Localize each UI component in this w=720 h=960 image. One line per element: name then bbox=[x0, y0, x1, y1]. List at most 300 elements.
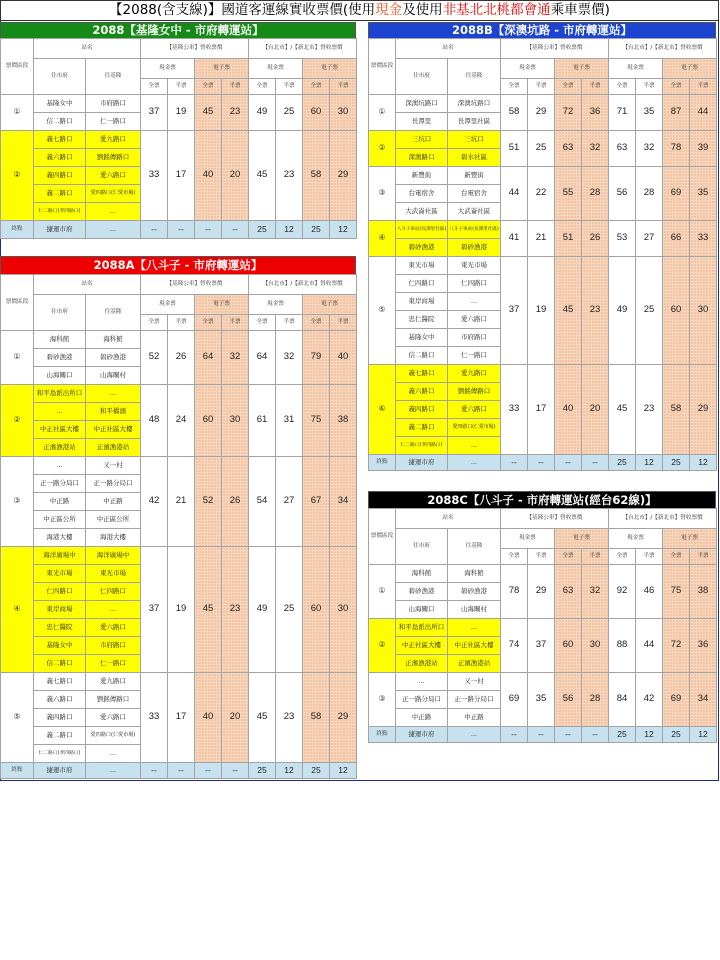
terminal-fare-value: 12 bbox=[690, 727, 717, 743]
stop-to-keelung: ... bbox=[86, 745, 141, 763]
fare-value: 42 bbox=[141, 457, 168, 547]
station-row bbox=[369, 221, 717, 239]
route-title-bar: 2088A【八斗子 - 市府轉運站】 bbox=[0, 256, 356, 274]
fare-value: 19 bbox=[168, 95, 195, 131]
stop-to-keelung: 碧砂漁港 bbox=[448, 583, 501, 601]
stop-to-keelung: 山海關村 bbox=[86, 367, 141, 385]
stop-to-keelung: 中正社區大樓 bbox=[86, 421, 141, 439]
stop-to-city-hall: 深澳路口 bbox=[396, 149, 448, 167]
stop-to-city-hall: 義四路口 bbox=[34, 709, 86, 727]
terminal-fare-value: -- bbox=[141, 763, 168, 779]
stop-to-keelung: 愛四路口(仁愛市場) bbox=[448, 419, 501, 437]
stop-to-keelung: ... bbox=[86, 203, 141, 221]
stop-to-city-hall: 忠仁醫院 bbox=[396, 311, 448, 329]
stop-to-keelung: 劉銘傳路口 bbox=[86, 691, 141, 709]
taipei-fare-header: 【台北市】/【新北市】營收票價 bbox=[609, 509, 717, 529]
fare-zone-label: ⑤ bbox=[369, 257, 396, 365]
stop-to-keelung: 大武崙社區 bbox=[448, 203, 501, 221]
fare-value: 69 bbox=[663, 673, 690, 727]
fare-zone-label: ② bbox=[1, 385, 34, 457]
full-fare-header: 全票 bbox=[141, 79, 168, 95]
fare-value: 54 bbox=[249, 457, 276, 547]
fare-value: 35 bbox=[636, 95, 663, 131]
route-title-bar: 2088C【八斗子 - 市府轉運站(經台62線)】 bbox=[368, 491, 716, 508]
fare-value: 21 bbox=[528, 221, 555, 257]
station-row bbox=[1, 457, 357, 475]
stop-to-city-hall: ... bbox=[34, 403, 86, 421]
fare-value: 46 bbox=[636, 565, 663, 619]
stop-to-keelung: 長潭里社區 bbox=[448, 113, 501, 131]
full-fare-header: 全票 bbox=[195, 315, 222, 331]
stop-to-city-hall: 義六路口 bbox=[396, 383, 448, 401]
direction-back-header: 往基隆 bbox=[86, 59, 141, 95]
fare-grid bbox=[368, 38, 717, 471]
fare-zone-label: ① bbox=[1, 331, 34, 385]
fare-value: 26 bbox=[168, 331, 195, 385]
stop-to-city-hall: 八斗子車站(長潭里社區) bbox=[396, 221, 448, 239]
fare-value: 74 bbox=[501, 619, 528, 673]
fare-value: 69 bbox=[663, 167, 690, 221]
stop-to-keelung: 市府路口 bbox=[448, 329, 501, 347]
stop-to-keelung: 仁四路口 bbox=[86, 583, 141, 601]
stop-to-keelung: 愛六路口 bbox=[86, 709, 141, 727]
stop-to-city-hall: ... bbox=[34, 457, 86, 475]
cash-fare-type-header: 現金票 bbox=[141, 59, 195, 79]
stop-to-city-hall: 基隆女中 bbox=[34, 95, 86, 113]
fare-value: 33 bbox=[141, 131, 168, 221]
stop-to-keelung: 劉銘傳路口 bbox=[86, 149, 141, 167]
fare-value: 40 bbox=[195, 673, 222, 763]
stop-to-keelung: 仁一路口 bbox=[86, 113, 141, 131]
fare-value: 29 bbox=[330, 673, 357, 763]
fare-grid-body bbox=[369, 509, 717, 743]
terminal-fare-value: -- bbox=[195, 763, 222, 779]
ecard-fare-type-header: 電子票 bbox=[555, 529, 609, 549]
stop-to-keelung: 山海關村 bbox=[448, 601, 501, 619]
fare-zone-label: ④ bbox=[1, 547, 34, 673]
half-fare-header: 半票 bbox=[528, 79, 555, 95]
station-row bbox=[1, 547, 357, 565]
fare-table-2088b bbox=[368, 22, 716, 471]
fare-value: 17 bbox=[528, 365, 555, 455]
stop-to-keelung: 正濱漁港站 bbox=[86, 439, 141, 457]
terminal-fare-value: 25 bbox=[663, 727, 690, 743]
full-fare-header: 全票 bbox=[249, 79, 276, 95]
station-header: 站名 bbox=[396, 509, 501, 529]
fare-value: 64 bbox=[249, 331, 276, 385]
fare-value: 58 bbox=[303, 131, 330, 221]
half-fare-header: 半票 bbox=[636, 79, 663, 95]
fare-value: 28 bbox=[582, 673, 609, 727]
zone-header: 票價區段 bbox=[1, 275, 34, 331]
terminal-stop: 捷運市府 bbox=[34, 763, 86, 779]
fare-zone-label: ③ bbox=[369, 167, 396, 221]
stop-to-keelung: 愛九路口 bbox=[86, 673, 141, 691]
fare-value: 87 bbox=[663, 95, 690, 131]
fare-value: 27 bbox=[636, 221, 663, 257]
stop-to-city-hall: 台電宿舍 bbox=[396, 185, 448, 203]
fare-value: 35 bbox=[690, 167, 717, 221]
fare-grid bbox=[0, 38, 357, 239]
terminal-fare-value: -- bbox=[555, 727, 582, 743]
taipei-fare-header: 【台北市】/【新北市】營收票價 bbox=[249, 39, 357, 59]
cash-fare-type-header: 現金票 bbox=[141, 295, 195, 315]
ecard-fare-type-header: 電子票 bbox=[663, 59, 717, 79]
half-fare-header: 半票 bbox=[330, 79, 357, 95]
station-row bbox=[369, 257, 717, 275]
fare-value: 31 bbox=[276, 385, 303, 457]
fare-value: 32 bbox=[636, 131, 663, 167]
fare-value: 42 bbox=[636, 673, 663, 727]
half-fare-header: 半票 bbox=[690, 79, 717, 95]
fare-zone-label: ② bbox=[1, 131, 34, 221]
fare-value: 23 bbox=[222, 547, 249, 673]
stop-to-keelung: ... bbox=[448, 619, 501, 637]
stop-to-keelung: 正一路分局口 bbox=[86, 475, 141, 493]
ecard-fare-type-header: 電子票 bbox=[195, 59, 249, 79]
stop-to-city-hall: 東岸商場 bbox=[396, 293, 448, 311]
fare-value: 32 bbox=[276, 331, 303, 385]
terminal-row bbox=[369, 727, 717, 743]
fare-value: 28 bbox=[582, 167, 609, 221]
fare-value: 40 bbox=[555, 365, 582, 455]
terminal-fare-value: -- bbox=[582, 455, 609, 471]
stop-to-city-hall: 新豐街 bbox=[396, 167, 448, 185]
fare-value: 29 bbox=[528, 565, 555, 619]
cash-fare-type-header: 現金票 bbox=[501, 529, 555, 549]
fare-value: 17 bbox=[168, 673, 195, 763]
terminal-fare-value: 12 bbox=[690, 455, 717, 471]
half-fare-header: 半票 bbox=[222, 315, 249, 331]
stop-to-keelung: 海港大樓 bbox=[86, 529, 141, 547]
terminal-fare-value: -- bbox=[528, 727, 555, 743]
stop-to-city-hall: 和平島派出所口 bbox=[396, 619, 448, 637]
ecard-fare-type-header: 電子票 bbox=[303, 59, 357, 79]
terminal-fare-value: -- bbox=[168, 763, 195, 779]
terminal-stop-return: ... bbox=[448, 455, 501, 471]
fare-value: 36 bbox=[690, 619, 717, 673]
stop-to-city-hall: 中正路 bbox=[34, 493, 86, 511]
stop-to-city-hall: 義七路口 bbox=[396, 365, 448, 383]
stop-to-city-hall: 深澳坑路口 bbox=[396, 95, 448, 113]
stop-to-city-hall: 仁二路口(孝四路口) bbox=[396, 437, 448, 455]
stop-to-city-hall: 仁四路口 bbox=[34, 583, 86, 601]
fare-value: 22 bbox=[528, 167, 555, 221]
half-fare-header: 半票 bbox=[168, 315, 195, 331]
fare-value: 38 bbox=[690, 565, 717, 619]
stop-to-city-hall: 正一路分局口 bbox=[34, 475, 86, 493]
fare-value: 60 bbox=[303, 547, 330, 673]
cash-fare-type-header: 現金票 bbox=[501, 59, 555, 79]
stop-to-keelung: 海洋廣場中 bbox=[86, 547, 141, 565]
stop-to-city-hall: 仁四路口 bbox=[396, 275, 448, 293]
fare-grid-body bbox=[1, 39, 357, 239]
station-row bbox=[369, 95, 717, 113]
ecard-fare-type-header: 電子票 bbox=[195, 295, 249, 315]
stop-to-city-hall: 義四路口 bbox=[34, 167, 86, 185]
fare-zone-label: ⑤ bbox=[1, 673, 34, 763]
fare-value: 40 bbox=[195, 131, 222, 221]
fare-value: 23 bbox=[582, 257, 609, 365]
stop-to-city-hall: 山海關口 bbox=[34, 367, 86, 385]
stop-to-city-hall: 大武崙社區 bbox=[396, 203, 448, 221]
station-row bbox=[1, 95, 357, 113]
title-text-middle: 及使用 bbox=[402, 2, 443, 18]
station-header: 站名 bbox=[34, 275, 141, 295]
terminal-label: 終點 bbox=[369, 727, 396, 743]
stop-to-keelung: 愛六路口 bbox=[86, 619, 141, 637]
fare-value: 66 bbox=[663, 221, 690, 257]
fare-value: 63 bbox=[555, 131, 582, 167]
half-fare-header: 半票 bbox=[276, 79, 303, 95]
stop-to-keelung: 東光市場 bbox=[86, 565, 141, 583]
ecard-fare-type-header: 電子票 bbox=[663, 529, 717, 549]
zone-header: 票價區段 bbox=[369, 39, 396, 95]
half-fare-header: 半票 bbox=[528, 549, 555, 565]
fare-grid-body bbox=[1, 275, 357, 779]
fare-value: 19 bbox=[168, 547, 195, 673]
fare-value: 75 bbox=[303, 385, 330, 457]
fare-value: 45 bbox=[609, 365, 636, 455]
stop-to-keelung: 東光市場 bbox=[448, 257, 501, 275]
full-fare-header: 全票 bbox=[609, 549, 636, 565]
fare-value: 34 bbox=[330, 457, 357, 547]
keelung-fare-header: 【基隆公車】營收票價 bbox=[501, 39, 609, 59]
stop-to-city-hall: 三坑口 bbox=[396, 131, 448, 149]
stop-to-keelung: 中正社區大樓 bbox=[448, 637, 501, 655]
terminal-fare-value: 25 bbox=[609, 727, 636, 743]
keelung-fare-header: 【基隆公車】營收票價 bbox=[501, 509, 609, 529]
stop-to-keelung: 海科館 bbox=[86, 331, 141, 349]
stop-to-keelung: ... bbox=[86, 385, 141, 403]
fare-value: 69 bbox=[501, 673, 528, 727]
cash-fare-type-header: 現金票 bbox=[249, 295, 303, 315]
fare-value: 63 bbox=[555, 565, 582, 619]
fare-value: 58 bbox=[501, 95, 528, 131]
direction-to-header: 往市府 bbox=[396, 529, 448, 565]
direction-back-header: 往基隆 bbox=[448, 529, 501, 565]
stop-to-city-hall: 海洋廣場中 bbox=[34, 547, 86, 565]
fare-value: 17 bbox=[168, 131, 195, 221]
station-row bbox=[369, 167, 717, 185]
stop-to-city-hall: 正一路分局口 bbox=[396, 691, 448, 709]
fare-value: 35 bbox=[528, 673, 555, 727]
terminal-fare-value: -- bbox=[501, 727, 528, 743]
fare-value: 52 bbox=[141, 331, 168, 385]
fare-table-2088a bbox=[0, 256, 356, 779]
full-fare-header: 全票 bbox=[663, 549, 690, 565]
stop-to-city-hall: 義七路口 bbox=[34, 131, 86, 149]
stop-to-keelung: 仁一路口 bbox=[448, 347, 501, 365]
fare-value: 79 bbox=[303, 331, 330, 385]
fare-value: 63 bbox=[609, 131, 636, 167]
full-fare-header: 全票 bbox=[663, 79, 690, 95]
station-row bbox=[369, 131, 717, 149]
stop-to-keelung: 中正區公所 bbox=[86, 511, 141, 529]
fare-value: 29 bbox=[690, 365, 717, 455]
direction-back-header: 往基隆 bbox=[448, 59, 501, 95]
terminal-row bbox=[369, 455, 717, 471]
half-fare-header: 半票 bbox=[582, 79, 609, 95]
stop-to-city-hall: 中正社區大樓 bbox=[34, 421, 86, 439]
fare-value: 72 bbox=[555, 95, 582, 131]
fare-value: 34 bbox=[690, 673, 717, 727]
terminal-stop: 捷運市府 bbox=[34, 221, 86, 239]
fare-value: 21 bbox=[168, 457, 195, 547]
terminal-fare-value: -- bbox=[582, 727, 609, 743]
half-fare-header: 半票 bbox=[582, 549, 609, 565]
stop-to-city-hall: 東光市場 bbox=[34, 565, 86, 583]
fare-value: 45 bbox=[249, 131, 276, 221]
stop-to-city-hall: 正濱漁港站 bbox=[34, 439, 86, 457]
full-fare-header: 全票 bbox=[555, 549, 582, 565]
fare-value: 61 bbox=[249, 385, 276, 457]
stop-to-keelung: 愛六路口 bbox=[448, 401, 501, 419]
keelung-fare-header: 【基隆公車】營收票價 bbox=[141, 39, 249, 59]
stop-to-keelung: 愛六路口 bbox=[448, 311, 501, 329]
stop-to-keelung: 台電宿舍 bbox=[448, 185, 501, 203]
fare-value: 24 bbox=[168, 385, 195, 457]
direction-back-header: 往基隆 bbox=[86, 295, 141, 331]
fare-value: 51 bbox=[501, 131, 528, 167]
half-fare-header: 半票 bbox=[222, 79, 249, 95]
station-row bbox=[369, 619, 717, 637]
stop-to-keelung: 愛四路口(仁愛市場) bbox=[86, 185, 141, 203]
terminal-fare-value: 12 bbox=[276, 221, 303, 239]
terminal-stop: 捷運市府 bbox=[396, 455, 448, 471]
stop-to-keelung: 仁一路口 bbox=[86, 655, 141, 673]
stop-to-keelung: 愛九路口 bbox=[86, 131, 141, 149]
station-row bbox=[1, 331, 357, 349]
direction-to-header: 往市府 bbox=[34, 295, 86, 331]
terminal-stop-return: ... bbox=[448, 727, 501, 743]
fare-value: 33 bbox=[141, 673, 168, 763]
fare-value: 44 bbox=[690, 95, 717, 131]
stop-to-keelung: ... bbox=[448, 437, 501, 455]
half-fare-header: 半票 bbox=[276, 315, 303, 331]
stop-to-keelung: 正濱漁港站 bbox=[448, 655, 501, 673]
fare-value: 88 bbox=[609, 619, 636, 673]
fare-grid bbox=[368, 508, 717, 743]
fare-value: 92 bbox=[609, 565, 636, 619]
fare-value: 25 bbox=[276, 95, 303, 131]
stop-to-city-hall: 山海關口 bbox=[396, 601, 448, 619]
fare-value: 37 bbox=[501, 257, 528, 365]
terminal-fare-value: 25 bbox=[249, 763, 276, 779]
fare-value: 53 bbox=[609, 221, 636, 257]
stop-to-city-hall: ... bbox=[396, 673, 448, 691]
header-row bbox=[369, 529, 717, 549]
stop-to-city-hall: 義四路口 bbox=[396, 401, 448, 419]
full-fare-header: 全票 bbox=[303, 79, 330, 95]
fare-value: 56 bbox=[555, 673, 582, 727]
stop-to-keelung: 愛六路口 bbox=[86, 167, 141, 185]
terminal-fare-value: -- bbox=[528, 455, 555, 471]
fare-value: 41 bbox=[501, 221, 528, 257]
cash-fare-type-header: 現金票 bbox=[609, 59, 663, 79]
stop-to-keelung: 海科館 bbox=[448, 565, 501, 583]
fare-value: 23 bbox=[276, 673, 303, 763]
stop-to-city-hall: 海科館 bbox=[396, 565, 448, 583]
stop-to-city-hall: 中正區公所 bbox=[34, 511, 86, 529]
fare-value: 25 bbox=[276, 547, 303, 673]
stop-to-keelung: 碧水社區 bbox=[448, 149, 501, 167]
terminal-fare-value: -- bbox=[501, 455, 528, 471]
fare-zone-label: ③ bbox=[369, 673, 396, 727]
fare-value: 75 bbox=[663, 565, 690, 619]
stop-to-keelung: 正一路分局口 bbox=[448, 691, 501, 709]
stop-to-city-hall: 基隆女中 bbox=[34, 637, 86, 655]
full-fare-header: 全票 bbox=[501, 549, 528, 565]
fare-value: 19 bbox=[528, 257, 555, 365]
fare-grid bbox=[0, 274, 357, 779]
half-fare-header: 半票 bbox=[690, 549, 717, 565]
fare-value: 33 bbox=[501, 365, 528, 455]
fare-zone-label: ② bbox=[369, 619, 396, 673]
station-row bbox=[1, 673, 357, 691]
fare-value: 25 bbox=[636, 257, 663, 365]
stop-to-city-hall: 碧砂漁港 bbox=[34, 349, 86, 367]
stop-to-keelung: 愛九路口 bbox=[448, 365, 501, 383]
stop-to-keelung: 碧砂漁港 bbox=[448, 239, 501, 257]
stop-to-keelung: 碧砂漁港 bbox=[86, 349, 141, 367]
stop-to-keelung: 市府路口 bbox=[86, 637, 141, 655]
stop-to-city-hall: 中正路 bbox=[396, 709, 448, 727]
terminal-fare-value: 25 bbox=[303, 221, 330, 239]
fare-value: 23 bbox=[222, 95, 249, 131]
fare-value: 30 bbox=[330, 95, 357, 131]
fare-value: 30 bbox=[222, 385, 249, 457]
fare-value: 71 bbox=[609, 95, 636, 131]
stop-to-keelung: 新豐街 bbox=[448, 167, 501, 185]
fare-value: 45 bbox=[195, 547, 222, 673]
fare-zone-label: ③ bbox=[1, 457, 34, 547]
stop-to-city-hall: 和平島派出所口 bbox=[34, 385, 86, 403]
terminal-stop-return: ... bbox=[86, 763, 141, 779]
fare-value: 27 bbox=[276, 457, 303, 547]
fare-zone-label: ② bbox=[369, 131, 396, 167]
fare-value: 60 bbox=[663, 257, 690, 365]
fare-value: 78 bbox=[663, 131, 690, 167]
header-row bbox=[1, 275, 357, 295]
header-row bbox=[1, 59, 357, 79]
stop-to-keelung: 和平橋頭 bbox=[86, 403, 141, 421]
stop-to-city-hall: 義二路口 bbox=[34, 185, 86, 203]
zone-header: 票價區段 bbox=[1, 39, 34, 95]
header-row bbox=[1, 295, 357, 315]
half-fare-header: 半票 bbox=[636, 549, 663, 565]
stop-to-city-hall: 仁二路口(孝四路口) bbox=[34, 745, 86, 763]
terminal-fare-value: -- bbox=[168, 221, 195, 239]
stop-to-city-hall: 義二路口 bbox=[396, 419, 448, 437]
cash-fare-type-header: 現金票 bbox=[609, 529, 663, 549]
stop-to-keelung: 劉銘傳路口 bbox=[448, 383, 501, 401]
fare-value: 26 bbox=[582, 221, 609, 257]
stop-to-city-hall: 碧砂漁港 bbox=[396, 239, 448, 257]
stop-to-keelung: 中正路 bbox=[86, 493, 141, 511]
title-cash-highlight: 現金 bbox=[375, 2, 403, 18]
stop-to-city-hall: 海港大樓 bbox=[34, 529, 86, 547]
station-row bbox=[1, 385, 357, 403]
stop-to-city-hall: 基隆女中 bbox=[396, 329, 448, 347]
fare-value: 44 bbox=[501, 167, 528, 221]
route-title-bar: 2088【基隆女中 - 市府轉運站】 bbox=[0, 22, 356, 38]
fare-value: 39 bbox=[690, 131, 717, 167]
terminal-fare-value: -- bbox=[222, 221, 249, 239]
terminal-fare-value: -- bbox=[222, 763, 249, 779]
fare-zone-label: ① bbox=[1, 95, 34, 131]
terminal-fare-value: 12 bbox=[636, 727, 663, 743]
